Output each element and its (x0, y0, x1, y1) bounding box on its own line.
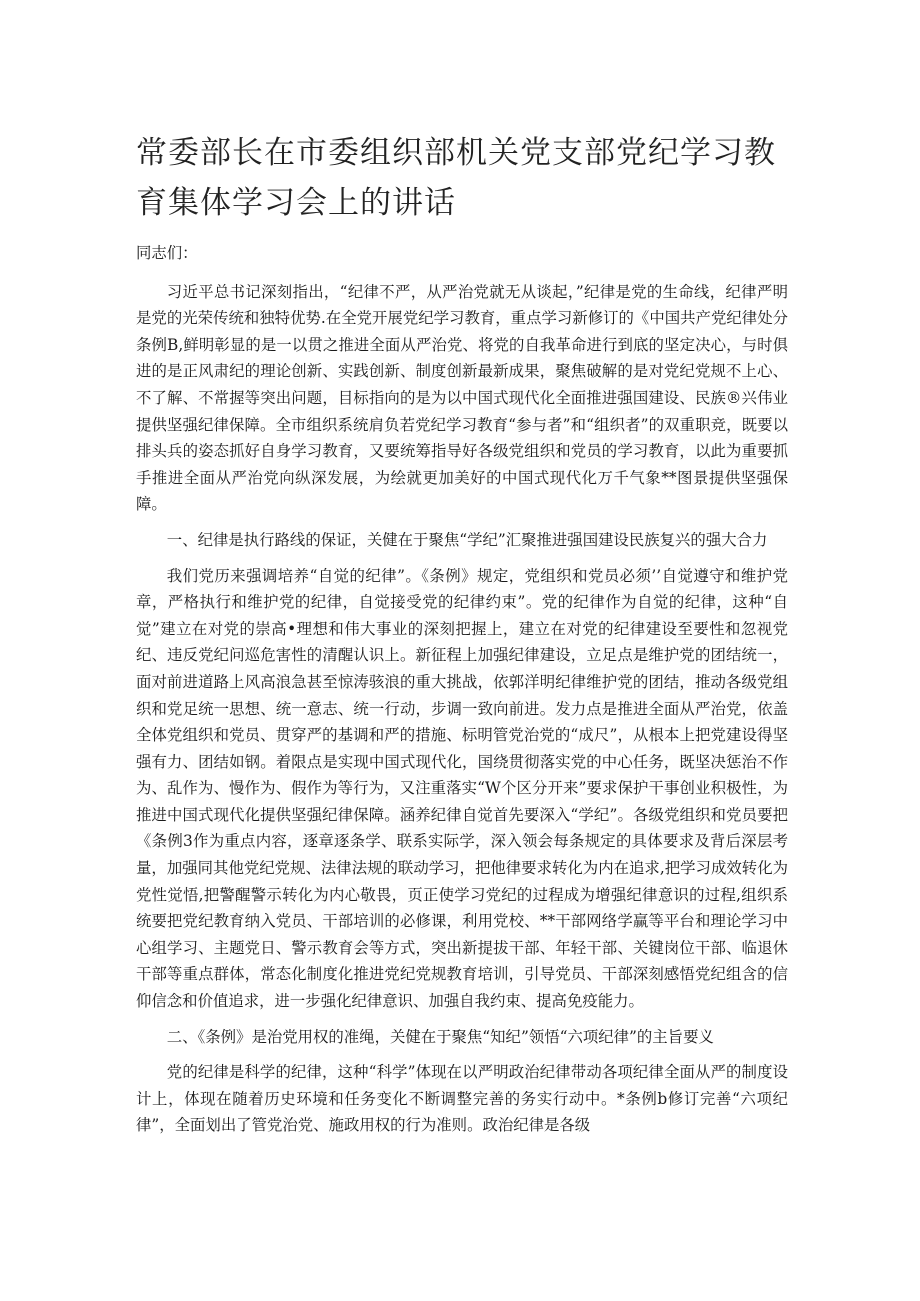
salutation: 同志们： (136, 244, 198, 262)
document-body (136, 240, 788, 1148)
section-heading-2: 二、《条例》是治党用权的准绳，关健在于聚焦“知纪”领悟“六项纪律”的主旨要义 (166, 1027, 714, 1046)
intro-paragraph: 习近平总书记深刻指出，“纪律不严，从严治党就无从谈起，”纪律是党的生命线，纪律严明是党的光荣传统和独特优势.在全党开展党纪学习教育，重点学习新修订的《中国共产党纪律处分条例B,鲜明彰显的是一以贯之推进全面从严治党、将党的自我革命进行到底的坚定决心，与时俱进的是正风肃纪的理论创新、实践创新、制度创新最新成果，聚焦破解的是对党纪党规不上心、不了解、不常握等突出问题，目标指向的是为以中国式现代化全面推进强国建设、民族®兴伟业提供坚强纪律保障。全市组织系统肩负若党纪学习教育“参与者”和“组织者”的双重职竞，既要以排头兵的姿态抓好自身学习教育，又要统筹指导好各级党组织和党员的学习教育，以此为重要抓手推进全面从严治党向纵深发展，为绘就更加美好的中国式现代化万千气象**图景提供坚强保障。 (136, 282, 788, 514)
section-heading-1: 一、纪律是执行路线的保证，关健在于聚焦“学纪”汇聚推进强国建设民族复兴的强大合力 (166, 530, 768, 549)
section-2-paragraph: 党的纪律是科学的纪律，这种“科学”体现在以严明政治纪律带动各项纪律全面从严的制度设计上，体现在随着历史环境和任务变化不断调整完善的务实行动中。*条例b修订完善“六项纪律”，全面划出了管党治党、施政用权的行为准则。政治纪律是各级 (136, 1063, 788, 1135)
section-1-paragraph: 我们党历来强调培养“自觉的纪律”。《条例》规定，党组织和党员必须’’自觉遵守和维护党章，严格执行和维护党的纪律，自觉接受党的纪律约束”。党的纪律作为自觉的纪律，这种“自觉”建立在对党的崇高•理想和伟大事业的深刻把握上，建立在对党的纪律建设至要性和忽视党纪、违反党纪问巡危害性的清醒认识上。新征程上加强纪律建设，立足点是维护党的团结统一，面对前进道路上风高浪急甚至惊涛骇浪的重大挑战，依郭洋明纪律维护党的团结，推动各级党组织和党足统一思想、统一意志、统一行动，步调一致向前进。发力点是推进全面从严治党，依盖全体党组织和党员、贯穿严的基调和严的措施、标明管党治党的“成尺”，从根本上把党建设得坚强有力、团结如钢。着限点是实现中国式现代化，国绕贯彻落实党的中心任务，既坚决惩治不作为、乱作为、慢作为、假作为等行为，又注重落实“W个区分开来”要求保护干事创业积极性，为推进中国式现代化提供坚强纪律保障。涵养纪律自觉首先要深入“学纪”。各级党组织和党员要把《条例3作为重点内容，逐章逐条学、联系实际学，深入领会每条规定的具体要求及背后深层考量，加强同其他党纪党规、法律法规的联动学习，把他律要求转化为内在追求,把学习成效转化为党性觉悟,把警醒警示转化为内心敬畏，页正使学习党纪的过程成为增强纪律意识的过程,组织系统要把党纪教育纳入党员、干部培训的必修课，利用党校、**干部网络学赢等平台和理论学习中心组学习、主题党日、警示教育会等方式，突出新提拔干部、年轻干部、关键岗位干部、临退休干部等重点群体，常态化制度化推进党纪党规教育培训，引导党员、干部深刻感悟党纪组含的信仰信念和价值追求，进一步强化纪律意识、加强自我约束、提高免疫能力。 (136, 566, 788, 1011)
document-title: 常委部长在市委组织部机关党支部党纪学习教育集体学习会上的讲话 (136, 135, 776, 221)
